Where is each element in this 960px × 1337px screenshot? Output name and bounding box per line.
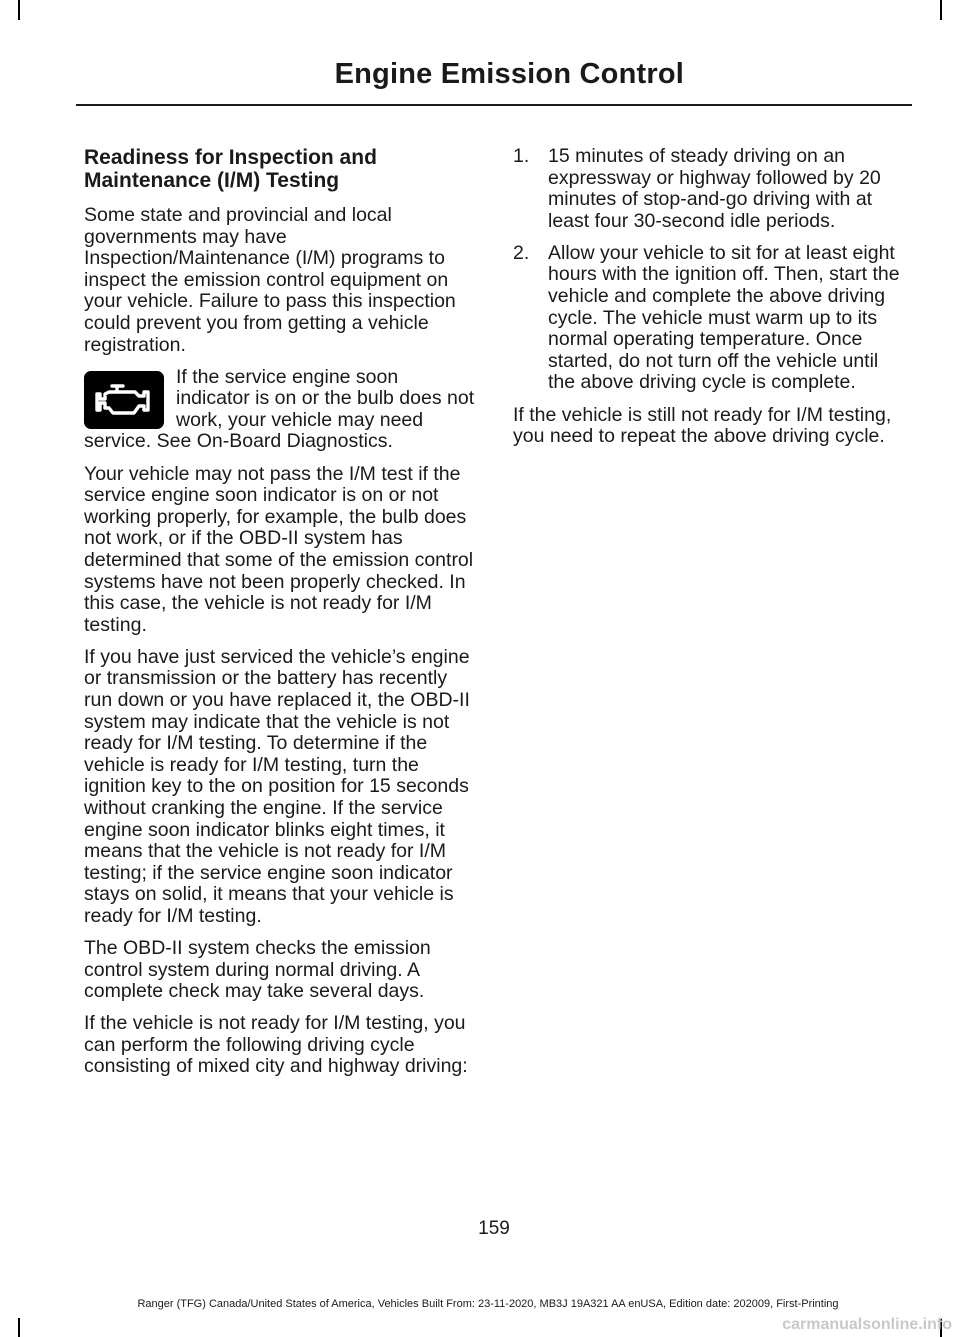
list-item [513,243,909,394]
list-item-text: Allow your vehicle to sit for at least eight hours with the ignition off. Then, start the vehicle and complete the above driving cycle. The vehicle must warm up to its normal operating temperature. Once started, do not turn off the vehicle until the above driving cycle is complete. [548,241,900,394]
paragraph: If you have just serviced the vehicle’s engine or transmission or the battery has recently run down or you have replaced it, the OBD-II system may indicate that the vehicle is not ready for I/M testing. To determine if the vehicle is ready for I/M testing, turn the ignition key to the on position for 15 seconds without cranking the engine. If the service engine soon indicator blinks eight times, it means that the vehicle is not ready for I/M testing; if the service engine soon indicator stays on solid, it means that your vehicle is ready for I/M testing. [84,645,470,927]
section-heading: Readiness for Inspection and Maintenance (I/M) Testing [84,146,377,192]
right-column [513,146,909,458]
list-item-number: 1. [513,145,530,167]
left-column [84,146,476,1089]
page-number: 159 [478,1218,510,1239]
crop-mark-top-left [18,0,20,20]
footer-text: Ranger (TFG) Canada/United States of America, Vehicles Built From: 23-11-2020, MB3J 19A321 AA enUSA, Edition date: 202009, First-Printing [137,1298,839,1310]
list-item [513,146,909,232]
paragraph: If the vehicle is not ready for I/M testing, you can perform the following driving cycle consisting of mixed city and highway driving: [84,1012,468,1078]
page-title: Engine Emission Control [334,58,684,90]
paragraph-with-icon [84,367,476,453]
paragraph: Your vehicle may not pass the I/M test if the service engine soon indicator is on or not working properly, for example, the bulb does not work, or if the OBD-II system has determined that some of the emission control systems have not been properly checked. In this case, the vehicle is not ready for I/M testing. [84,462,474,636]
paragraph: If the vehicle is still not ready for I/M testing, you need to repeat the above driving cycle. [513,403,892,448]
watermark: carmanualsonline.info [782,1316,952,1333]
crop-mark-bottom-left [18,1318,20,1337]
list-item-number: 2. [513,241,530,264]
driving-cycle-steps [513,146,909,394]
paragraph-text: If the service engine soon indicator is on or the bulb does not work, your vehicle may need service. See On-Board Diagnostics. [84,365,475,453]
paragraph: Some state and provincial and local governments may have Inspection/Maintenance (I/M) programs to inspect the emission control equipment on your vehicle. Failure to pass this inspection could prevent you from getting a vehicle registration. [84,204,456,356]
list-item-text: 15 minutes of steady driving on an expressway or highway followed by 20 minutes of stop-and-go driving with at least four 30-second idle periods. [548,145,881,232]
check-engine-icon [84,371,164,429]
crop-mark-top-right [940,0,942,20]
header-divider [76,104,912,106]
paragraph: The OBD-II system checks the emission control system during normal driving. A complete check may take several days. [84,937,431,1003]
